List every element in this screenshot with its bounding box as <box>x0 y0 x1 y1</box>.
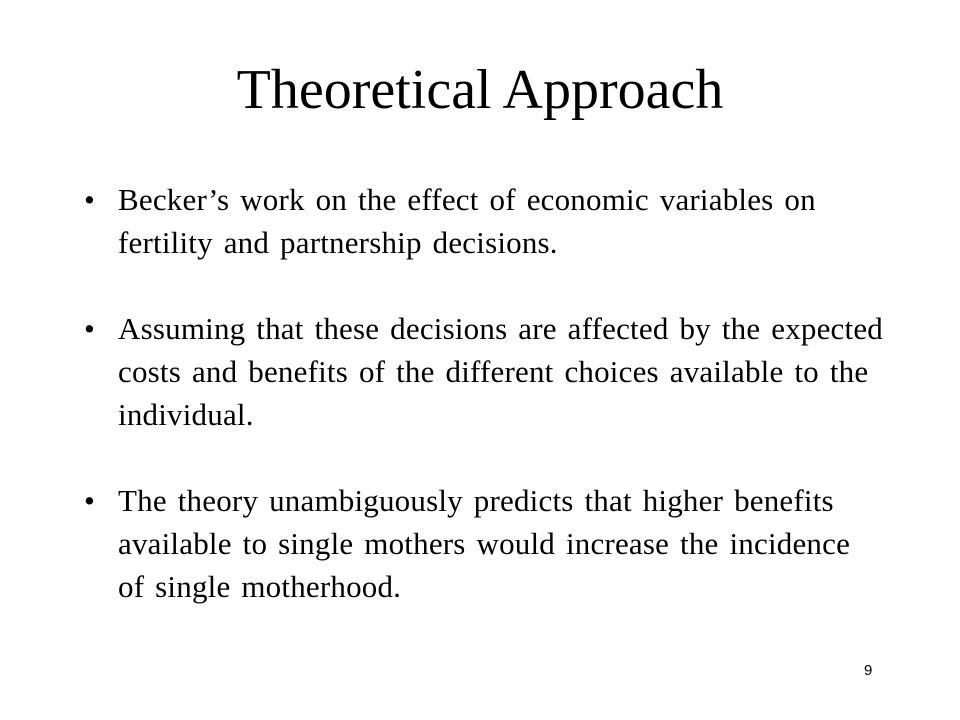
bullet-item <box>84 479 884 608</box>
bullet-icon: • <box>84 182 96 217</box>
bullet-icon: • <box>84 311 96 346</box>
bullet-list <box>84 178 884 608</box>
bullet-text: Assuming that these decisions are affected by the expected costs and benefits of the different choices available to the individual. <box>118 311 883 432</box>
bullet-icon: • <box>84 483 96 518</box>
page-number: 9 <box>864 662 873 679</box>
bullet-item <box>84 307 884 436</box>
bullet-text: Becker’s work on the effect of economic variables on fertility and partnership decisions. <box>118 182 816 260</box>
bullet-text: The theory unambiguously predicts that higher benefits available to single mothers would increase the incidence of single motherhood. <box>118 483 851 604</box>
slide-title: Theoretical Approach <box>236 59 724 121</box>
bullet-item <box>84 178 884 264</box>
